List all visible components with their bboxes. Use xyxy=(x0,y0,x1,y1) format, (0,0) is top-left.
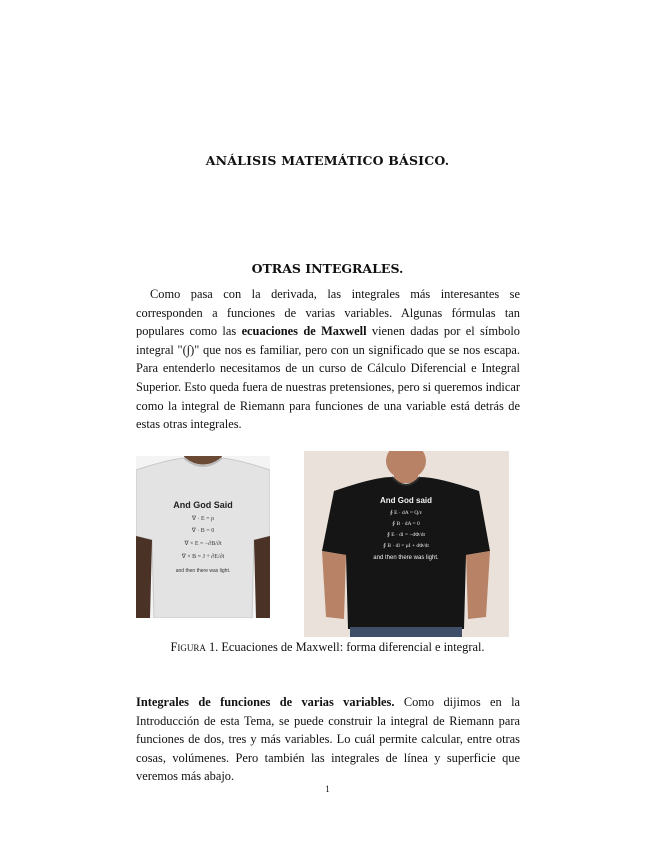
figure-caption xyxy=(0,640,655,655)
right-shirt-eq-1: ∮ E · dA = Q/ε xyxy=(389,510,423,516)
multivariable-paragraph xyxy=(136,693,520,786)
white-tshirt-image xyxy=(136,456,270,618)
page-number: 1 xyxy=(325,784,330,794)
left-shirt-footer: and then there was light. xyxy=(175,568,231,574)
figure-caption-label: Figura 1. xyxy=(170,640,219,654)
left-shirt-heading: And God Said xyxy=(173,500,233,510)
intro-text-end: vienen dadas por el símbolo integral "(∫)" que nos es familiar, pero con un significado que se nos escapa. Para entenderlo necesitamos de un curso de Cálculo Diferencial e Integral Superior. Esto queda fuera de nuestras pretensiones, pero si queremos indicar como la integral de Riemann para funciones de una variable está detrás de estas otras integrales. xyxy=(136,324,520,432)
left-shirt-eq-3: ∇ × E = −∂B/∂t xyxy=(184,541,222,547)
right-shirt-footer: and then there was light. xyxy=(373,555,439,561)
figure-integral-shirt xyxy=(304,451,509,637)
maxwell-equations-term: ecuaciones de Maxwell xyxy=(241,324,367,339)
section-title: OTRAS INTEGRALES. xyxy=(251,261,404,276)
multivariable-text: Como dijimos en la Introducción de esta Tema, se puede construir la integral de Riemann para funciones de dos, tres y más variables. Lo cuál permite calcular, entre otras cosas, volúmenes. Pero también las integrales de línea y superficie que veremos más abajo. xyxy=(136,695,521,784)
right-shirt-eq-4: ∮ B · dl = μI + dΦ/dt xyxy=(383,543,429,549)
left-shirt-eq-4: ∇ × B = J + ∂E/∂t xyxy=(181,554,225,560)
multivariable-heading: Integrales de funciones de varias variables. xyxy=(136,695,395,709)
intro-text-start: Como pasa con la derivada, las integrales más interesantes se corresponden a funciones de varias variables. Algunas fórmulas tan populares como las xyxy=(136,287,520,339)
right-shirt-eq-2: ∮ B · dA = 0 xyxy=(392,521,420,527)
figure-differential-shirt xyxy=(136,456,270,618)
document-title: ANÁLISIS MATEMÁTICO BÁSICO. xyxy=(205,153,450,168)
figure-caption-text: Ecuaciones de Maxwell: forma diferencial e integral. xyxy=(218,640,485,654)
right-shirt-heading: And God said xyxy=(380,496,432,505)
left-shirt-eq-1: ∇ · E = ρ xyxy=(191,516,215,522)
intro-paragraph xyxy=(136,285,520,434)
left-shirt-eq-2: ∇ · B = 0 xyxy=(191,528,215,534)
black-tshirt-image xyxy=(304,451,509,637)
right-shirt-eq-3: ∮ E · dl = −dΦ/dt xyxy=(387,532,425,538)
